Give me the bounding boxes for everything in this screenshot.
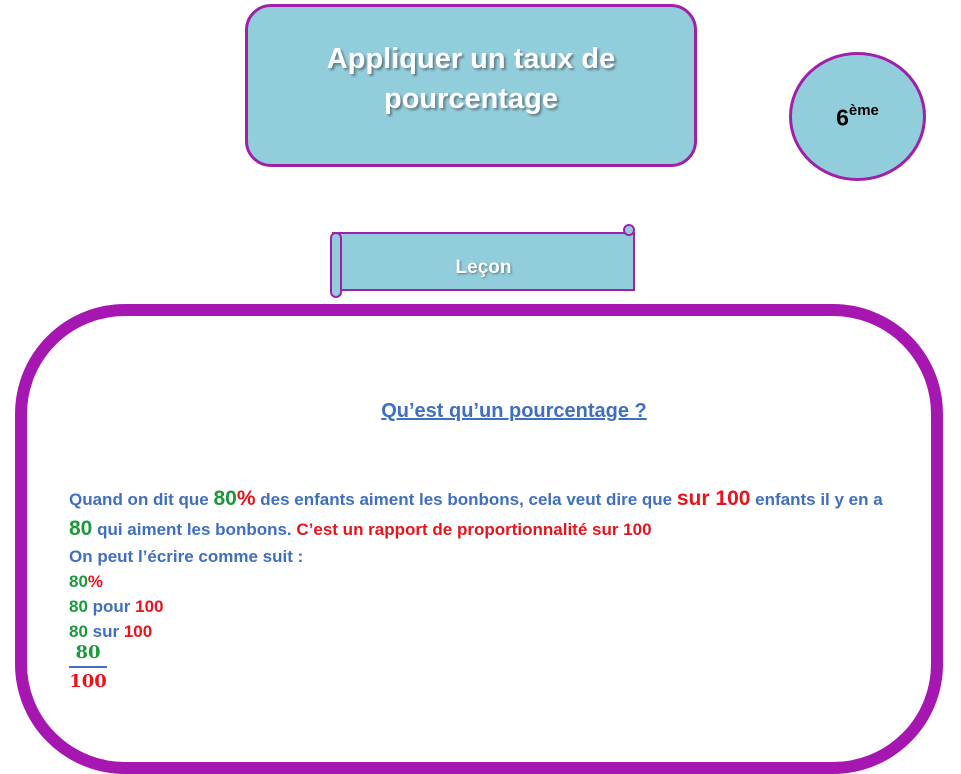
value-80-second: 80 (69, 517, 93, 540)
percent-sign: % (236, 487, 256, 510)
definition-paragraph (69, 484, 909, 544)
fraction-numerator: 80 (75, 642, 101, 663)
grade-label (836, 101, 879, 132)
lesson-content (69, 484, 909, 644)
paragraph-text-4: qui aiment les bonbons. (92, 520, 297, 539)
form1-number: 80 (69, 572, 88, 591)
fraction-bar (69, 666, 107, 668)
form-percent (69, 569, 909, 594)
form-pour (69, 594, 909, 619)
page-title (301, 39, 641, 119)
form2-number: 80 (69, 597, 88, 616)
fraction-denominator: 100 (69, 670, 107, 692)
section-label: Leçon (455, 256, 512, 278)
paragraph-text-3: enfants il y en a (750, 490, 883, 509)
value-80: 80 (213, 487, 237, 510)
form3-number: 80 (69, 622, 88, 641)
title-line-1: Appliquer un taux de (326, 42, 616, 75)
form2-word: pour (87, 597, 136, 616)
grade-badge (789, 52, 926, 181)
title-box (245, 4, 697, 167)
paragraph-text-1: Quand on dit que (69, 490, 214, 509)
paragraph-conclusion: C’est un rapport de proportionnalité sur 100 (296, 520, 652, 539)
paragraph-text-2: des enfants aiment les bonbons, cela veut dire que (255, 490, 677, 509)
value-sur-100: sur 100 (676, 487, 751, 510)
banner-scroll-left-roll (330, 232, 342, 298)
form1-percent: % (87, 572, 104, 591)
intro-line: On peut l’écrire comme suit : (69, 547, 304, 566)
form3-word: sur (87, 622, 124, 641)
form2-denominator: 100 (135, 597, 164, 616)
title-line-2: pourcentage (383, 82, 559, 115)
form3-denominator: 100 (123, 622, 153, 641)
section-question: Qu’est qu’un pourcentage ? (381, 400, 647, 422)
form-sur (69, 619, 909, 644)
fraction (69, 642, 107, 693)
section-banner (332, 232, 635, 291)
grade-number: 6 (836, 104, 849, 131)
grade-suffix: ème (848, 101, 879, 119)
banner-scroll-right-roll (623, 224, 635, 236)
